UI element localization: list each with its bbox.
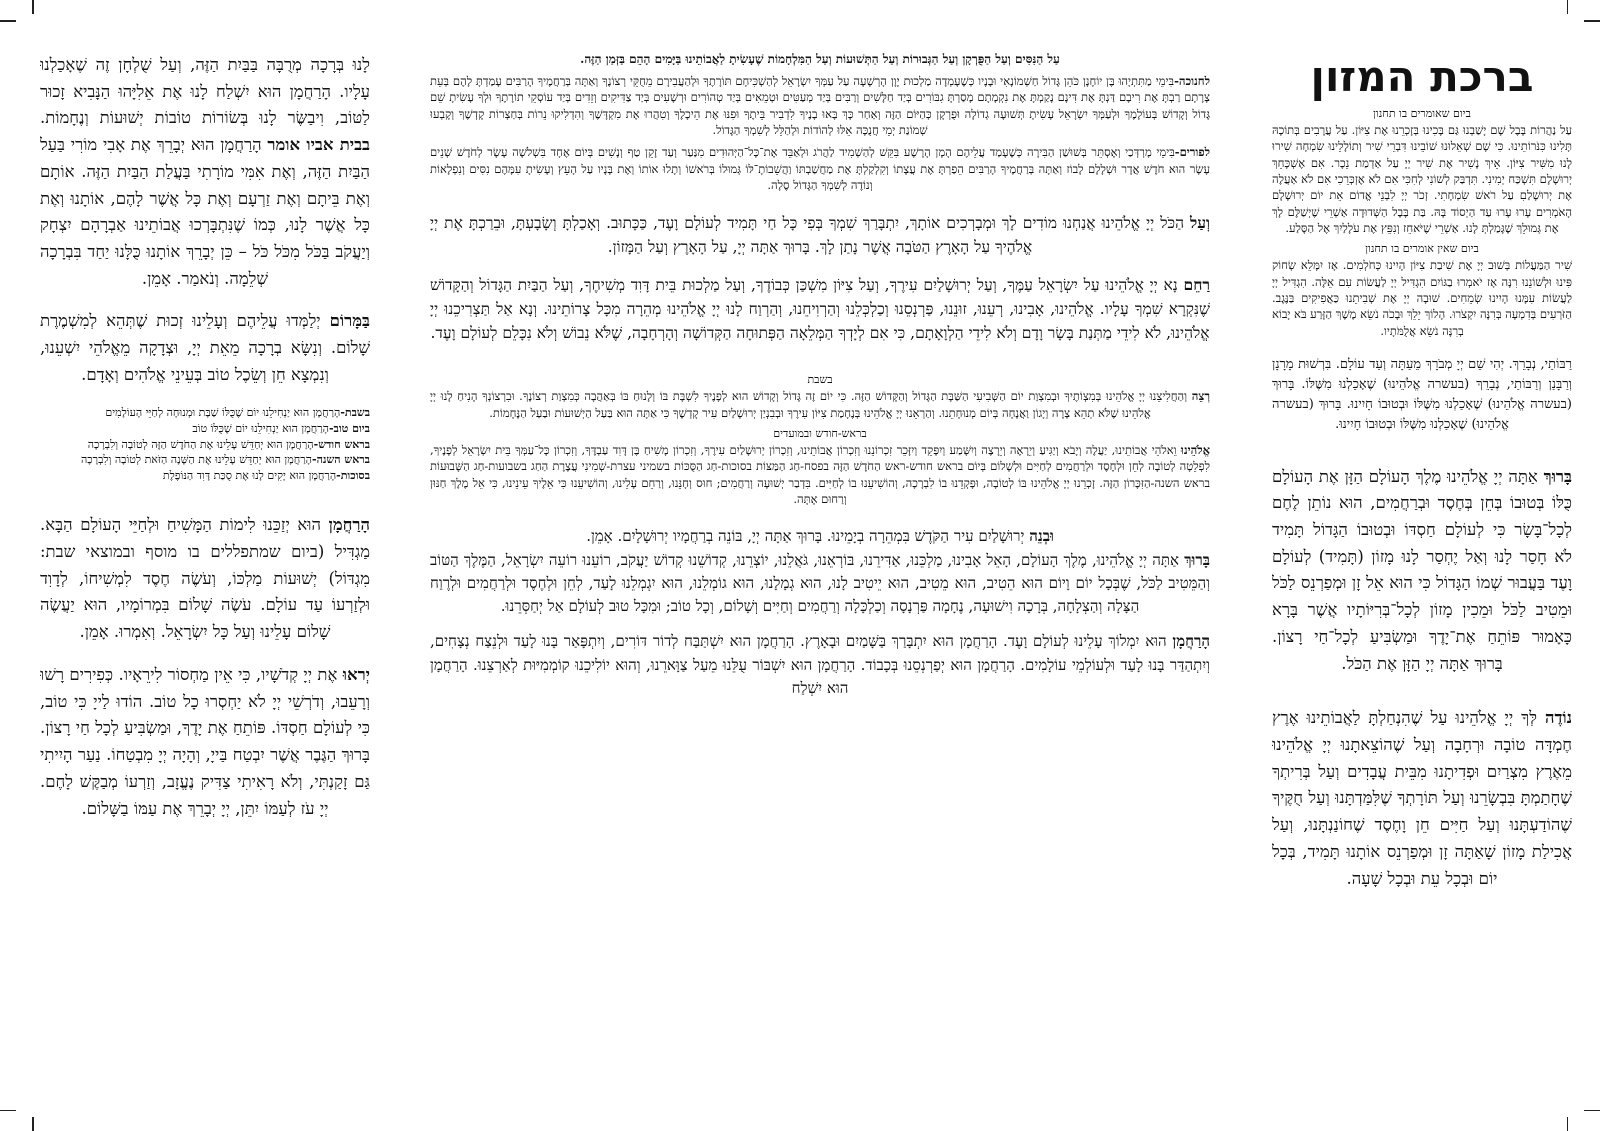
middle-column — [430, 52, 1210, 700]
mashiach-lead: הָרַחֲמָן — [328, 515, 370, 535]
rachem-text: נָא יְיָ אֱלֹהֵינוּ עַל יִשְׂרָאֵל עַמֶּךָ, וְעַל יְרוּשָׁלַיִם עִירֶךָ, וְעַל צִיּוֹן מִשְׁכַּן כְּבוֹדֶךָ, וְעַל מַלְכוּת בֵּית דָּוִד מְשִׁיחֶךָ, וְעַל הַבַּיִת הַגָּדוֹל וְהַקָּדוֹשׁ שֶׁנִּקְרָא שִׁמְךָ עָלָיו. אֱלֹהֵינוּ, אָבִינוּ, רְעֵנוּ, זוּנֵנוּ, פַּרְנְסֵנוּ וְכַלְכְּלֵנוּ וְהַרְוִיחֵנוּ, וְהַרְוַח לָנוּ יְיָ אֱלֹהֵינוּ מְהֵרָה מִכָּל צָרוֹתֵינוּ. וְנָא אַל תַּצְרִיכֵנוּ יְיָ אֱלֹהֵינוּ, לֹא לִידֵי מַתְּנַת בָּשָׂר וָדָם וְלֹא לִידֵי הַלְוָאָתָם, כִּי אִם לְיָדְךָ הַמְּלֵאָה הַפְּתוּחָה הַקְּדוֹשָׁה וְהָרְחָבָה, שֶׁלֹּא נֵבוֹשׁ וְלֹא נִכָּלֵם לְעוֹלָם וָעֶד. — [430, 276, 1210, 343]
occasion-item-rosh-hashana: בראש השנה-הָרַחֲמָן הוּא יְחַדֵּשׁ עָלֵינוּ אֶת הַשָּׁנָה הַזֹּאת לְטוֹבָה וְלִבְרָכָה — [80, 453, 370, 467]
shir-hamaalot-text: שִׁיר הַמַּעֲלוֹת בְּשׁוּב יְיָ אֶת שִׁיבַת צִיּוֹן הָיִינוּ כְּחֹלְמִים. אָז יִמָּלֵא שְׂחוֹק פִּינוּ וּלְשׁוֹנֵנוּ רִנָּה אָז יֹאמְרוּ בַגּוֹיִם הִגְדִּיל יְיָ לַעֲשׂוֹת עִם אֵלֶּה. הִגְדִּיל יְיָ לַעֲשׂוֹת עִמָּנוּ הָיִינוּ שְׂמֵחִים. שׁוּבָה יְיָ אֶת שְׁבִיתֵנוּ כַּאֲפִיקִים בַּנֶּגֶב. הַזֹּרְעִים בְּדִמְעָה בְּרִנָּה יִקְצֹרוּ. הָלוֹךְ יֵלֵךְ וּבָכֹה נֹשֵׂא מֶשֶׁךְ הַזָּרַע בֹּא יָבוֹא בְרִנָּה נֹשֵׂא אֲלֻמֹּתָיו. — [1272, 258, 1572, 338]
left-column — [40, 52, 370, 822]
retzeh-text: וְהַחֲלִיצֵנוּ יְיָ אֱלֹהֵינוּ בְּמִצְוֹתֶיךָ וּבְמִצְוַת יוֹם הַשְּׁבִיעִי הַשַּׁבָּת הַגָּדוֹל וְהַקָּדוֹשׁ הַזֶּה. כִּי יוֹם זֶה גָּדוֹל וְקָדוֹשׁ הוּא לְפָנֶיךָ לִשְׁבָּת בּוֹ וְלָנוּחַ בּוֹ בְּאַהֲבָה כְּמִצְוַת רְצוֹנֶךָ. וּבִרְצוֹנְךָ הָנִיחַ לָנוּ יְיָ אֱלֹהֵינוּ שֶׁלֹּא תְהֵא צָרָה וְיָגוֹן וַאֲנָחָה בְּיוֹם מְנוּחָתֵנוּ. וְהַרְאֵנוּ יְיָ אֱלֹהֵינוּ בְּנֶחָמַת צִיּוֹן עִירֶךָ וּבְבִנְיַן יְרוּשָׁלַיִם עִיר קָדְשֶׁךָ כִּי אַתָּה הוּא בַּעַל הַיְשׁוּעוֹת וּבַעַל הַנֶּחָמוֹת. — [430, 389, 1192, 420]
uvneh-lead: וּבְנֵה — [1029, 527, 1054, 546]
veal-hakol-paragraph — [430, 211, 1210, 259]
mashiach-text: הוּא יְזַכֵּנוּ לִימוֹת הַמָּשִׁיחַ וּלְחַיֵּי הָעוֹלָם הַבָּא. מַגְדִּיל (ביום שמתפללים בו מוסף ובמוצאי שבת: מִגְדּוֹל) יְשׁוּעוֹת מַלְכּוֹ, וְעֹשֶׂה חֶסֶד לִמְשִׁיחוֹ, לְדָוִד וּלְזַרְעוֹ עַד עוֹלָם. עֹשֶׂה שָׁלוֹם בִּמְרוֹמָיו, הוּא יַעֲשֶׂה שָׁלוֹם עָלֵינוּ וְעַל כָּל יִשְׂרָאֵל. וְאִמְרוּ. אָמֵן. — [40, 515, 370, 642]
occasion-item-yom-tov: ביום טוב-הָרַחֲמָן הוּא יַנְחִילֵנוּ יוֹם שֶׁכֻּלּוֹ טוֹב — [192, 421, 370, 435]
yaaleh-paragraph — [430, 442, 1210, 507]
nodeh-text: לְּךָ יְיָ אֱלֹהֵינוּ עַל שֶׁהִנְחַלְתָּ לַאֲבוֹתֵינוּ אֶרֶץ חֶמְדָּה טוֹבָה וּרְחָבָה וְעַל שֶׁהוֹצֵאתָנוּ יְיָ אֱלֹהֵינוּ מֵאֶרֶץ מִצְרַיִם וּפְדִיתָנוּ מִבֵּית עֲבָדִים וְעַל בְּרִיתְךָ שֶׁחָתַמְתָּ בִּבְשָׂרֵנוּ וְעַל תּוֹרָתְךָ שֶׁלִּמַּדְתָּנוּ וְעַל חֻקֶּיךָ שֶׁהוֹדַעְתָּנוּ וְעַל חַיִּים חֵן וָחֶסֶד שֶׁחוֹנַנְתָּנוּ, וְעַל אֲכִילַת מָזוֹן שָׁאַתָּה זָן וּמְפַרְנֵס אוֹתָנוּ תָּמִיד, בְּכָל יוֹם וּבְכָל עֵת וּבְכָל שָׁעָה. — [1272, 708, 1572, 888]
rosh-chodesh-label: בראש-חודש ובמועדים — [773, 427, 867, 441]
harachaman-paragraph — [430, 630, 1210, 700]
rachem-paragraph — [430, 273, 1210, 345]
al-hanisim-heading: עַל הַנִּסִּים וְעַל הַפֻּרְקָן וְעַל הַגְּבוּרוֹת וְעַל הַתְּשׁוּעוֹת וְעַל הַמִּלְחָמוֹת שֶׁעָשִׂיתָ לַאֲבוֹתֵינוּ בַּיָּמִים הָהֵם בַּזְּמַן הַזֶּה. — [580, 52, 1060, 66]
no-tachanun-label: ביום שאין אומרים בו תחנון — [1365, 242, 1479, 256]
harachaman-lead: הָרַחֲמָן — [1172, 632, 1210, 651]
hatov-paragraph — [430, 549, 1210, 619]
occasion-item-rosh-chodesh: בראש חודש-הָרַחֲמָן הוּא יְחַדֵּשׁ עָלֵינוּ אֶת הַחֹדֶשׁ הַזֶּה לְטוֹבָה וְלִבְרָכָה — [87, 437, 370, 451]
veal-hakol-text: הַכֹּל יְיָ אֱלֹהֵינוּ אֲנַחְנוּ מוֹדִים לָךְ וּמְבָרְכִים אוֹתָךְ, יִתְבָּרַךְ שִׁמְךָ בְּפִי כָּל חַי תָּמִיד לְעוֹלָם וָעֶד, כַּכָּתוּב. וְאָכַלְתָּ וְשָׂבָעְתָּ, וּבֵרַכְתָּ אֶת יְיָ אֱלֹהֶיךָ עַל הָאָרֶץ הַטֹּבָה אֲשֶׁר נָתַן לָךְ. בָּרוּךְ אַתָּה יְיָ, עַל הָאָרֶץ וְעַל הַמָּזוֹן. — [430, 214, 1190, 257]
harachaman-text: הוּא יִמְלוֹךְ עָלֵינוּ לְעוֹלָם וָעֶד. הָרַחֲמָן הוּא יִתְבָּרַךְ בַּשָּׁמַיִם וּבָאָרֶץ. הָרַחֲמָן הוּא יִשְׁתַּבַּח לְדוֹר דּוֹרִים, וְיִתְפָּאַר בָּנוּ לָעַד וּלְנֵצַח נְצָחִים, וְיִתְהַדַּר בָּנוּ לָעַד וּלְעוֹלְמֵי עוֹלָמִים. הָרַחֲמָן הוּא יְפַרְנְסֵנוּ בְּכָבוֹד. הָרַחֲמָן הוּא יִשְׁבּוֹר עֻלֵּנוּ מֵעַל צַוָּארֵנוּ, וְהוּא יוֹלִיכֵנוּ קוֹמְמִיּוּת לְאַרְצֵנוּ. הָרַחֲמָן הוּא יִשְׁלַח — [430, 632, 1210, 697]
hatov-lead: בָּרוּךְ — [1184, 550, 1210, 569]
crop-mark-top-left-v — [32, 0, 34, 14]
purim-paragraph — [430, 144, 1210, 193]
hazan-lead: בָּרוּךְ — [1543, 466, 1572, 486]
nodeh-lead: נוֹדֶה — [1544, 708, 1572, 728]
mashiach-paragraph — [40, 512, 370, 646]
crop-mark-bottom-right-v — [1567, 1117, 1569, 1131]
retzeh-paragraph — [430, 388, 1210, 421]
zimun-text: רַבּוֹתַי, נְבָרֵךְ. יְהִי שֵׁם יְיָ מְבֹרָךְ מֵעַתָּה וְעַד עוֹלָם. בִּרְשׁוּת מָרָנָן וְרַבָּנַן וְרַבּוֹתַי, נְבָרֵךְ (בעשרה אֱלֹהֵינוּ) שֶׁאָכַלְנוּ מִשֶּׁלּוֹ. בָּרוּךְ (בעשרה אֱלֹהֵינוּ) שֶׁאָכַלְנוּ מִשֶּׁלּוֹ וּבְטוּבוֹ חָיִינוּ. בָּרוּךְ (בעשרה אֱלֹהֵינוּ) שֶׁאָכַלְנוּ מִשֶּׁלּוֹ וּבְטוּבוֹ חָיִינוּ. — [1272, 356, 1572, 433]
veal-hakol-lead: וְעַל — [1190, 213, 1210, 233]
continuation-text: לָנוּ בְּרָכָה מְרֻבָּה בַּבַּיִת הַזֶּה, וְעַל שֻׁלְחָן זֶה שֶׁאָכַלְנוּ עָלָיו. הָרַחֲמָן הוּא יִשְׁלַח לָנוּ אֶת אֵלִיָּהוּ הַנָּבִיא זָכוּר לַטּוֹב, וִיבַשֶּׂר לָנוּ בְּשׂוֹרוֹת טוֹבוֹת יְשׁוּעוֹת וְנֶחָמוֹת. — [40, 55, 370, 128]
tachanun-label: ביום שאומרים בו תחנון — [1373, 107, 1471, 120]
hatov-text: אַתָּה יְיָ אֱלֹהֵינוּ, מֶלֶךְ הָעוֹלָם, הָאֵל אָבִינוּ, מַלְכֵּנוּ, אַדִּירֵנוּ, בּוֹרְאֵנוּ, גֹּאֲלֵנוּ, יוֹצְרֵנוּ, קְדוֹשֵׁנוּ קְדוֹשׁ יַעֲקֹב, רוֹעֵנוּ רוֹעֵה יִשְׂרָאֵל, הַמֶּלֶךְ הַטּוֹב וְהַמֵּטִיב לַכֹּל, שֶׁבְּכָל יוֹם וָיוֹם הוּא הֵטִיב, הוּא מֵטִיב, הוּא יֵיטִיב לָנוּ, הוּא גְמָלָנוּ, הוּא גוֹמְלֵנוּ, הוּא יִגְמְלֵנוּ לָעַד, לְחֵן וּלְחֶסֶד וּלְרַחֲמִים וּלְרֶוַח הַצָּלָה וְהַצְלָחָה, בְּרָכָה וִישׁוּעָה, נֶחָמָה פַּרְנָסָה וְכַלְכָּלָה וְרַחֲמִים וְחַיִּים וְשָׁלוֹם, וְכָל טוֹב; וּמִכָּל טוּב לְעוֹלָם אַל יְחַסְּרֵנוּ. — [430, 550, 1210, 616]
yiru-text: אֶת יְיָ קְדֹשָׁיו, כִּי אֵין מַחְסוֹר לִירֵאָיו. כְּפִירִים רָשׁוּ וְרָעֵבוּ, וְדֹרְשֵׁי יְיָ לֹא יַחְסְרוּ כָל טוֹב. הוֹדוּ לַייָ כִּי טוֹב, כִּי לְעוֹלָם חַסְדּוֹ. פּוֹתֵחַ אֶת יָדֶךָ, וּמַשְׂבִּיעַ לְכָל חַי רָצוֹן. בָּרוּךְ הַגֶּבֶר אֲשֶׁר יִבְטַח בַּייָ, וְהָיָה יְיָ מִבְטַחוֹ. נַעַר הָיִיתִי גַּם זָקַנְתִּי, וְלֹא רָאִיתִי צַדִּיק נֶעֱזָב, וְזַרְעוֹ מְבַקֶּשׁ לָחֶם. יְיָ עֹז לְעַמּוֹ יִתֵּן, יְיָ יְבָרֵךְ אֶת עַמּוֹ בַשָּׁלוֹם. — [40, 664, 370, 818]
crop-mark-top-left-h — [0, 20, 16, 22]
rachem-lead: רַחֵם — [1183, 275, 1210, 295]
yiru-paragraph — [40, 662, 370, 822]
beit-aviv-text: הָרַחֲמָן הוּא יְבָרֵךְ אֶת אָבִי מוֹרִי בַּעַל הַבַּיִת הַזֶּה, וְאֶת אִמִּי מוֹרָתִי בַּעֲלַת הַבַּיִת הַזֶּה. אוֹתָם וְאֶת בֵּיתָם וְאֶת זַרְעָם וְאֶת כָּל אֲשֶׁר לָהֶם, אוֹתָנוּ וְאֶת כָּל אֲשֶׁר לָנוּ, כְּמוֹ שֶׁנִּתְבָּרְכוּ אֲבוֹתֵינוּ אַבְרָהָם יִצְחָק וְיַעֲקֹב בַּכֹּל מִכֹּל כֹּל – כֵּן יְבָרֵךְ אוֹתָנוּ כֻּלָּנוּ יַחַד בִּבְרָכָה שְׁלֵמָה. וְנֹאמַר. אָמֵן. — [40, 135, 370, 288]
yiru-lead: יְראוּ — [342, 664, 370, 684]
page-title: ברכת המזון — [1310, 52, 1534, 101]
occasion-item-shabbat: בשבת-הָרַחֲמָן הוּא יַנְחִילֵנוּ יוֹם שֶׁכֻּלּוֹ שַׁבָּת וּמְנוּחָה לְחַיֵּי הָעוֹלָמִים — [105, 405, 370, 419]
hazan-text: אַתָּה יְיָ אֱלֹהֵינוּ מֶלֶךְ הָעוֹלָם הַזָּן אֶת הָעוֹלָם כֻּלּוֹ בְּטוּבוֹ בְּחֵן בְּחֶסֶד וּבְרַחֲמִים, הוּא נוֹתֵן לֶחֶם לְכָל־בָּשָׂר כִּי לְעוֹלָם חַסְדּוֹ וּבְטוּבוֹ הַגָּדוֹל תָּמִיד לֹא חָסַר לָנוּ וְאַל יֶחְסַר לָנוּ מָזוֹן (תָּמִיד) לְעוֹלָם וָעֶד בַּעֲבוּר שְׁמוֹ הַגָּדוֹל כִּי הוּא אֵל זָן וּמְפַרְנֵס לַכֹּל וּמֵטִיב לַכֹּל וּמֵכִין מָזוֹן לְכָל־בְּרִיּוֹתָיו אֲשֶׁר בָּרָא כָּאָמוּר פּוֹתֵחַ אֶת־יָדֶךָ וּמַשְׂבִּיעַ לְכָל־חַי רָצוֹן. בָּרוּךְ אַתָּה יְיָ הַזָּן אֶת הַכֹּל. — [1272, 466, 1572, 673]
hazan-paragraph — [1272, 464, 1572, 678]
yaaleh-text: וֵאלֹהֵי אֲבוֹתֵינוּ, יַעֲלֶה וְיָבֹא וְיַגִּיעַ וְיֵרָאֶה וְיֵרָצֶה וְיִשָּׁמַע וְיִפָּקֵד וְיִזָּכֵר זִכְרוֹנֵנוּ וְזִכְרוֹן אֲבוֹתֵינוּ, וְזִכְרוֹן יְרוּשָׁלַיִם עִירֶךָ, וְזִכְרוֹן מָשִׁיחַ בֶּן דָּוִד עַבְדֶּךָ, וְזִכְרוֹן כָּל־עַמְּךָ בֵּית יִשְׂרָאֵל לְפָנֶיךָ, לִפְלֵטָה לְטוֹבָה לְחֵן וּלְחֶסֶד וּלְרַחֲמִים לְחַיִּים וּלְשָׁלוֹם בְּיוֹם — [430, 443, 1210, 474]
crop-mark-bottom-right-h — [1584, 1110, 1600, 1112]
bamarom-paragraph — [40, 308, 370, 388]
crop-mark-top-right-h — [1584, 20, 1600, 22]
chanukah-text: בִּימֵי מַתִּתְיָהוּ בֶּן יוֹחָנָן כֹּהֵן גָּדוֹל חַשְׁמוֹנָאִי וּבָנָיו כְּשֶׁעָמְדָה מַלְכוּת יָוָן הָרְשָׁעָה עַל עַמְּךָ יִשְׂרָאֵל לְהַשְׁכִּיחָם תּוֹרָתֶךָ וּלְהַעֲבִירָם מֵחֻקֵּי רְצוֹנֶךָ וְאַתָּה בְּרַחֲמֶיךָ הָרַבִּים עָמַדְתָּ לָהֶם בְּעֵת צָרָתָם רַבְתָּ אֶת רִיבָם דַּנְתָּ אֶת דִּינָם נָקַמְתָּ אֶת נִקְמָתָם מָסַרְתָּ גִבּוֹרִים בְּיַד חַלָּשִׁים וְרַבִּים בְּיַד מְעַטִּים וּטְמֵאִים בְּיַד טְהוֹרִים וּרְשָׁעִים בְּיַד צַדִּיקִים וְזֵדִים בְּיַד עוֹסְקֵי תוֹרָתֶךָ וּלְךָ עָשִׂיתָ שֵׁם גָּדוֹל וְקָדוֹשׁ בְּעוֹלָמֶךָ וּלְעַמְּךָ יִשְׂרָאֵל עָשִׂיתָ תְּשׁוּעָה גְדוֹלָה וּפֻרְקָן כְּהַיּוֹם הַזֶּה וְאַחַר כָּךְ בָּאוּ בָנֶיךָ לִדְבִיר בֵּיתֶךָ וּפִנּוּ אֶת הֵיכָלֶךָ וְטִהֲרוּ אֶת מִקְדָּשֶׁךָ וְהִדְלִיקוּ נֵרוֹת בְּחַצְרוֹת קָדְשֶׁךָ וְקָבְעוּ שְׁמוֹנַת יְמֵי חֲנֻכָּה אֵלּוּ לְהוֹדוֹת וּלְהַלֵּל לְשִׁמְךָ הַגָּדוֹל. — [430, 74, 1210, 137]
al-naharot-text: עַל נַהֲרוֹת בָּבֶל שָׁם יָשַׁבְנוּ גַּם בָּכִינוּ בְּזָכְרֵנוּ אֶת צִיּוֹן. עַל עֲרָבִים בְּתוֹכָהּ תָּלִינוּ כִּנֹּרוֹתֵינוּ. כִּי שָׁם שְׁאֵלוּנוּ שׁוֹבֵינוּ דִּבְרֵי שִׁיר וְתוֹלָלֵינוּ שִׂמְחָה שִׁירוּ לָנוּ מִשִּׁיר צִיּוֹן. אֵיךְ נָשִׁיר אֶת שִׁיר יְיָ עַל אַדְמַת נֵכָר. אִם אֶשְׁכָּחֵךְ יְרוּשָׁלָם תִּשְׁכַּח יְמִינִי. תִּדְבַּק לְשׁוֹנִי לְחִכִּי אִם לֹא אֶזְכְּרֵכִי אִם לֹא אַעֲלֶה אֶת יְרוּשָׁלַםִ עַל רֹאשׁ שִׂמְחָתִי. זְכֹר יְיָ לִבְנֵי אֱדוֹם אֵת יוֹם יְרוּשָׁלָם הָאֹמְרִים עָרוּ עָרוּ עַד הַיְסוֹד בָּהּ. בַּת בָּבֶל הַשְּׁדוּדָה אַשְׁרֵי שֶׁיְשַׁלֶּם לָךְ אֶת גְּמוּלֵךְ שֶׁגָּמַלְתְּ לָנוּ. אַשְׁרֵי שֶׁיֹּאחֵז וְנִפֵּץ אֶת עֹלָלַיִךְ אֶל הַסָּלַע. — [1272, 123, 1572, 235]
uvneh-text: יְרוּשָׁלַיִם עִיר הַקֹּדֶשׁ בִּמְהֵרָה בְיָמֵינוּ. בָּרוּךְ אַתָּה יְיָ, בּוֹנֵה בְרַחֲמָיו יְרוּשָׁלָיִם. אָמֵן. — [586, 527, 1030, 546]
bamarom-text: יְלַמְּדוּ עֲלֵיהֶם וְעָלֵינוּ זְכוּת שֶׁתְּהֵא לְמִשְׁמֶרֶת שָׁלוֹם. וְנִשָּׂא בְרָכָה מֵאֵת יְיָ, וּצְדָקָה מֵאֱלֹהֵי יִשְׁעֵנוּ, וְנִמְצָא חֵן וְשֵׂכֶל טוֹב בְּעֵינֵי אֱלֹהִים וְאָדָם. — [40, 311, 370, 384]
purim-label: לפורים- — [1174, 145, 1210, 160]
chanukah-label: לחנוכה- — [1174, 74, 1210, 88]
uvneh-paragraph — [430, 525, 1210, 548]
occasion-item-sukkot: בסוכות-הָרַחֲמָן הוּא יָקִים לָנוּ אֶת סֻכַּת דָּוִד הַנּוֹפֶלֶת — [162, 469, 370, 483]
nodeh-paragraph — [1272, 705, 1572, 892]
festivals-text: בראש חודש-ראש הַחֹדֶשׁ הַזֶּה בפסח-חַג הַמַּצּוֹת בסוכות-חַג הַסֻּכּוֹת בשמיני עצרת-שְׁמִינִי עֲצֶרֶת הַחַג בשבועות-חַג הַשָּׁבוּעוֹת בראש השנה-הַזִּכָּרוֹן הַזֶּה. זָכְרֵנוּ יְיָ אֱלֹהֵינוּ בּוֹ לְטוֹבָה, וּפָקְדֵנוּ בוֹ לִבְרָכָה, וְהוֹשִׁיעֵנוּ בוֹ לְחַיִּים. בִּדְבַר יְשׁוּעָה וְרַחֲמִים; חוּס וְחָנֵּנוּ, וְרַחֵם עָלֵינוּ, וְהוֹשִׁיעֵנוּ כִּי אֵלֶיךָ עֵינֵינוּ, כִּי אֵל מֶלֶךְ חַנּוּן וְרַחוּם אָתָּה. — [430, 459, 1210, 507]
chanukah-paragraph — [430, 73, 1210, 138]
continuation-paragraph — [40, 52, 370, 292]
beit-aviv-label: בבית אביו אומר — [267, 135, 370, 155]
crop-mark-top-right-v — [1567, 0, 1569, 14]
purim-text: בִּימֵי מָרְדְּכַי וְאֶסְתֵּר בְּשׁוּשַׁן הַבִּירָה כְּשֶׁעָמַד עֲלֵיהֶם הָמָן הָרָשָׁע בִּקֵּשׁ לְהַשְׁמִיד לַהֲרֹג וּלְאַבֵּד אֶת־כָּל־הַיְּהוּדִים מִנַּעַר וְעַד זָקֵן טַף וְנָשִׁים בְּיוֹם אֶחָד בִּשְׁלשָׁה עָשָׂר לְחֹדֶשׁ שְׁנֵים עָשָׂר הוּא חֹדֶשׁ אֲדָר וּשְׁלָלָם לָבוֹז וְאַתָּה בְּרַחֲמֶיךָ הָרַבִּים הֵפַרְתָּ אֶת עֲצָתוֹ וְקִלְקַלְתָּ אֶת מַחֲשַׁבְתּוֹ וַהֲשֵׁבוֹתָ־לּוֹ גְּמוּלוֹ בְּרֹאשׁוֹ וְתָלוּ אוֹתוֹ וְאֶת בָּנָיו עַל הָעֵץ וְעָשִׂיתָ עִמָּהֶם נִסִּים וְנִפְלָאוֹת וְנוֹדֶה לְשִׁמְךָ הַגָּדוֹל סֶלָה. — [430, 145, 1210, 192]
crop-mark-bottom-left-v — [32, 1117, 34, 1131]
shabbat-label: בשבת — [807, 373, 833, 387]
yaaleh-lead: אֱלֹהֵינוּ — [1180, 443, 1210, 458]
crop-mark-bottom-left-h — [0, 1110, 16, 1112]
retzeh-lead: רְצֵה — [1191, 389, 1210, 404]
bamarom-lead: בַּמָּרוֹם — [329, 311, 370, 331]
occasion-list — [40, 405, 370, 485]
right-column — [1272, 52, 1572, 892]
